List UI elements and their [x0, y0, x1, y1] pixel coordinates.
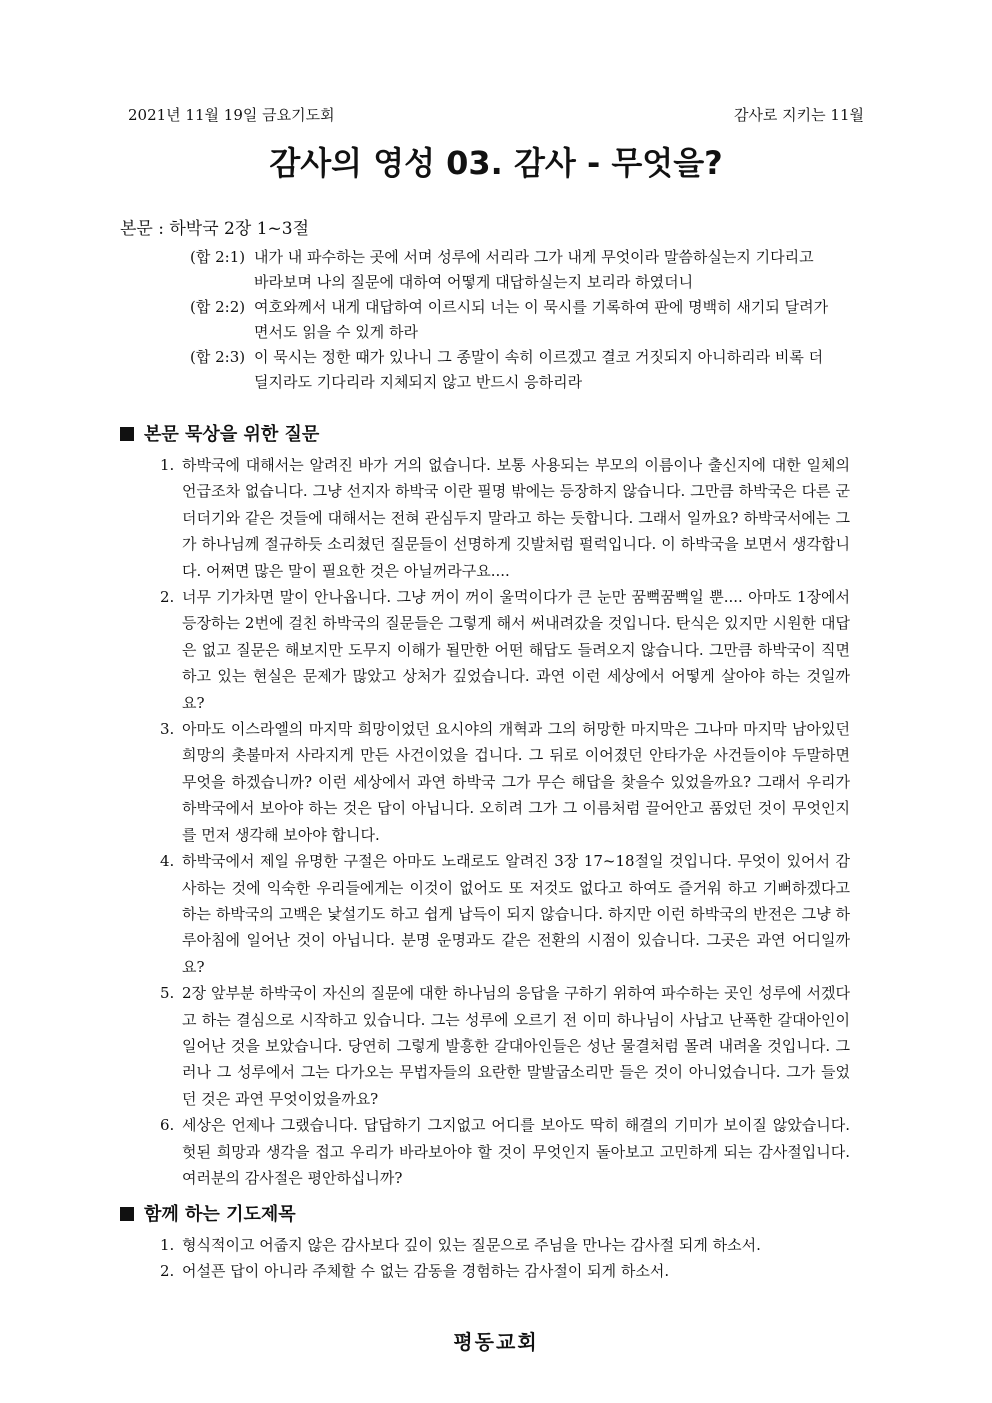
list-item — [160, 848, 850, 980]
prayer-heading-text: 함께 하는 기도제목 — [144, 1204, 296, 1225]
item-number: 1. — [160, 456, 175, 474]
prayer-heading — [120, 1200, 296, 1226]
item-text: 하박국에 대해서는 알려진 바가 거의 없습니다. 보통 사용되는 부모의 이름이나 출신지에 대한 일체의 언급조차 없습니다. 그냥 선지자 하박국 이란 필명 밖에는 등장하지 않습니다. 그만큼 하박국은 다른 군더더기와 같은 것들에 대해서는 전혀 관심두지 말라고 하는 듯합니다. 그래서 일까요? 하박국서에는 그가 하나님께 절규하듯 소리쳤던 질문들이 선명하게 깃발처럼 펄럭입니다. 이 하박국을 보면서 생각합니다. 어쩌면 많은 말이 필요한 것은 아닐꺼라구요.... — [182, 456, 850, 580]
church-name-footer: 평동교회 — [453, 1330, 539, 1354]
list-item — [160, 452, 850, 584]
square-bullet-icon — [120, 1207, 134, 1221]
verse-item — [190, 345, 830, 395]
item-text: 2장 앞부분 하박국이 자신의 질문에 대한 하나님의 응답을 구하기 위하여 파수하는 곳인 성루에 서겠다고 하는 결심으로 시작하고 있습니다. 그는 성루에 오르기 전 이미 하나님이 사납고 난폭한 갈대아인이 일어난 것을 보았습니다. 당연히 그렇게 발흥한 갈대아인들은 성난 물결처럼 몰려 내려올 것입니다. 그러나 그 성루에서 그는 다가오는 무법자들의 요란한 말발굽소리만 들은 것이 아니었습니다. 그가 들었던 것은 과연 무엇이었을까요? — [182, 984, 850, 1108]
verse-item — [190, 295, 830, 345]
sermon-title: 감사의 영성 03. 감사 - 무엇을? — [269, 144, 723, 182]
item-number: 5. — [160, 984, 175, 1003]
scripture-reference: 본문 : 하박국 2장 1~3절 — [120, 219, 309, 239]
item-number: 6. — [160, 1116, 175, 1135]
item-number: 3. — [160, 720, 175, 739]
item-text: 너무 기가차면 말이 안나옵니다. 그냥 꺼이 꺼이 울먹이다가 큰 눈만 꿈뻑꿈뻑일 뿐.... 아마도 1장에서 등장하는 2번에 걸친 하박국의 질문들은 그렇게 해서 써내려갔을 것입니다. 탄식은 있지만 시원한 대답은 없고 질문은 해보지만 도무지 이해가 될만한 어떤 해답도 들려오지 않습니다. 그만큼 하박국이 직면하고 있는 현실은 문제가 많았고 상처가 깊었습니다. 과연 이런 세상에서 어떻게 살아야 하는 것일까요? — [182, 588, 850, 712]
item-number: 1. — [160, 1236, 175, 1254]
series-title: 감사로 지키는 11월 — [733, 106, 864, 124]
verse-ref: (합 2:3) — [190, 348, 246, 366]
service-date: 2021년 11월 19일 금요기도회 — [128, 106, 335, 124]
verse-text: 이 묵시는 정한 때가 있나니 그 종말이 속히 이르겠고 결코 거짓되지 아니하리라 비록 더딜지라도 기다리라 지체되지 않고 반드시 응하리라 — [254, 348, 824, 391]
square-bullet-icon — [120, 427, 134, 441]
item-text: 하박국에서 제일 유명한 구절은 아마도 노래로도 알려진 3장 17~18절일 것입니다. 무엇이 있어서 감사하는 것에 익숙한 우리들에게는 이것이 없어도 또 저것도 없다고 하여도 즐거워 하고 기뻐하겠다고 하는 하박국의 고백은 낯설기도 하고 쉽게 납득이 되지 않습니다. 하지만 이런 하박국의 반전은 그냥 하루아침에 일어난 것이 아닙니다. 분명 운명과도 같은 전환의 시점이 있습니다. 그곳은 과연 어디일까요? — [182, 852, 850, 976]
meditation-heading — [120, 420, 319, 446]
item-number: 2. — [160, 1262, 175, 1280]
scripture-verses — [190, 245, 830, 395]
list-item — [160, 980, 850, 1112]
prayer-list — [160, 1232, 850, 1284]
verse-text: 여호와께서 내게 대답하여 이르시되 너는 이 묵시를 기록하여 판에 명백히 새기되 달려가면서도 읽을 수 있게 하라 — [254, 298, 829, 341]
meditation-heading-text: 본문 묵상을 위한 질문 — [144, 424, 320, 445]
item-text: 세상은 언제나 그랬습니다. 답답하기 그지없고 어디를 보아도 딱히 해결의 기미가 보이질 않았습니다. 헛된 희망과 생각을 접고 우리가 바라보아야 할 것이 무엇인지 돌아보고 고민하게 되는 감사절입니다. 여러분의 감사절은 평안하십니까? — [182, 1116, 850, 1187]
item-number: 2. — [160, 588, 175, 607]
verse-text: 내가 내 파수하는 곳에 서며 성루에 서리라 그가 내게 무엇이라 말씀하실는지 기다리고 바라보며 나의 질문에 대하여 어떻게 대답하실는지 보리라 하였더니 — [254, 248, 814, 291]
verse-item — [190, 245, 830, 295]
verse-ref: (합 2:1) — [190, 248, 246, 266]
list-item — [160, 1112, 850, 1191]
list-item — [160, 716, 850, 848]
page-header — [128, 104, 864, 128]
item-text: 아마도 이스라엘의 마지막 희망이었던 요시야의 개혁과 그의 허망한 마지막은 그나마 마지막 남아있던 희망의 촛불마저 사라지게 만든 사건이었을 겁니다. 그 뒤로 이어졌던 안타가운 사건들이야 두말하면 무엇을 하겠습니까? 이런 세상에서 과연 하박국 그가 무슨 해답을 찾을수 있었을까요? 그래서 우리가 하박국에서 보아야 하는 것은 답이 아닙니다. 오히려 그가 그 이름처럼 끌어안고 품었던 것이 무엇인지를 먼저 생각해 보아야 합니다. — [182, 720, 850, 844]
item-text: 어설픈 답이 아니라 주체할 수 없는 감동을 경험하는 감사절이 되게 하소서. — [182, 1262, 670, 1280]
meditation-question-list — [160, 452, 850, 1191]
list-item — [160, 1258, 850, 1284]
item-number: 4. — [160, 852, 175, 871]
list-item — [160, 1232, 850, 1258]
verse-ref: (합 2:2) — [190, 298, 246, 316]
item-text: 형식적이고 어줍지 않은 감사보다 깊이 있는 질문으로 주님을 만나는 감사절 되게 하소서. — [182, 1236, 761, 1254]
list-item — [160, 584, 850, 716]
